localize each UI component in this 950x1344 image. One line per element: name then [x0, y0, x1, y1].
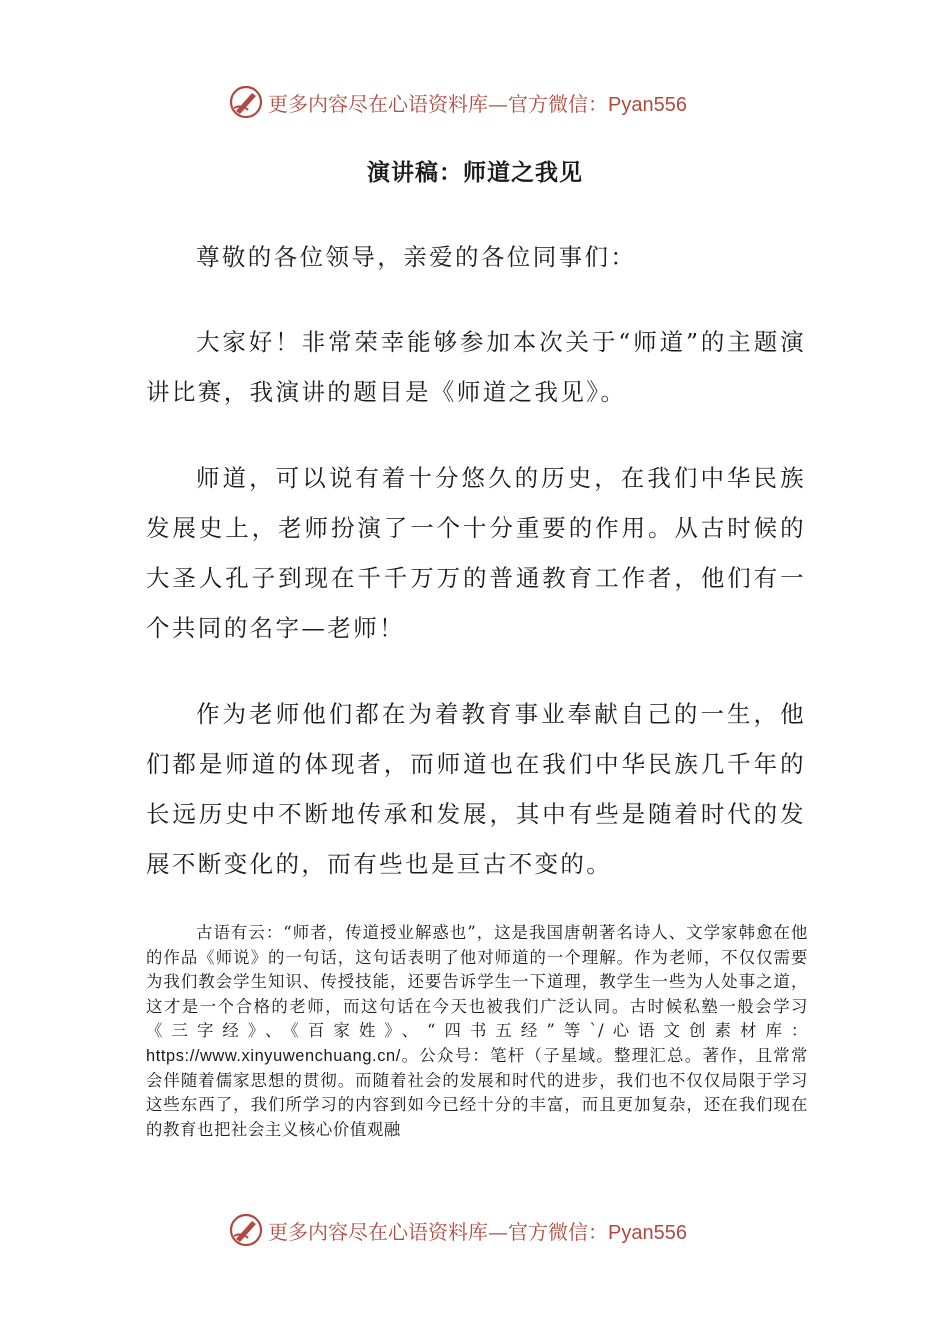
- banner-text: 更多内容尽在心语资料库—官方微信：Pyan556: [268, 1219, 687, 1244]
- pen-logo-icon: [228, 1212, 264, 1248]
- greeting-paragraph: 尊敬的各位领导，亲爱的各位同事们：: [196, 243, 637, 271]
- intro-paragraph: 大家好！非常荣幸能够参加本次关于“师道”的主题演讲比赛，我演讲的题目是《师道之我见》。: [146, 328, 806, 406]
- page-title: 演讲稿：师道之我见: [367, 159, 583, 186]
- source-url: https://www.xinyuwenchuang.cn/: [146, 1046, 401, 1065]
- dedication-paragraph: 作为老师他们都在为着教育事业奉献自己的一生，他们都是师道的体现者，而师道也在我们中华民族几千年的长远历史中不断地传承和发展，其中有些是随着时代的发展不断变化的，而有些也是亘古不变的。: [146, 700, 806, 878]
- quote-paragraph: 古语有云：“师者，传道授业解惑也”，这是我国唐朝著名诗人、文学家韩愈在他的作品《师说》的一句话，这句话表明了他对师道的一个理解。作为老师，不仅仅需要为我们教会学生知识、传授技能，还要告诉学生一下道理，教学生一些为人处事之道，这才是一个合格的老师，而这句话在今天也被我们广泛认同。古时候私塾一般会学习《三字经》、《百家姓》、“四书五经”等`/心语文创素材库：https://www.xinyuwenchuang.cn/。公众号：笔杆（子星域。整理汇总。著作，且常常会伴随着儒家思想的贯彻。而随着社会的发展和时代的进步，我们也不仅仅局限于学习这些东西了，我们所学习的内容到如今已经十分的丰富，而且更加复杂，还在我们现在的教育也把社会主义核心价值观融: [146, 923, 808, 1139]
- footer-banner: [228, 1210, 748, 1250]
- pen-logo-icon: [228, 84, 264, 120]
- banner-text: 更多内容尽在心语资料库—官方微信：Pyan556: [268, 91, 687, 116]
- history-paragraph: 师道，可以说有着十分悠久的历史，在我们中华民族发展史上，老师扮演了一个十分重要的作用。从古时候的大圣人孔子到现在千千万万的普通教育工作者，他们有一个共同的名字—老师！: [146, 464, 806, 642]
- header-banner: [228, 82, 748, 122]
